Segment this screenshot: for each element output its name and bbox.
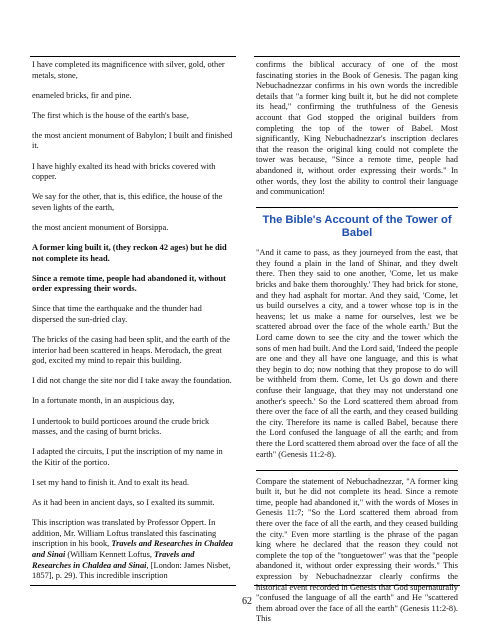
- paragraph: I did not change the site nor did I take away the foundation.: [32, 376, 232, 386]
- bold-paragraph: A former king built it, (they reckon 42 ages) but he did not complete its head.: [32, 243, 227, 263]
- paragraph: enameled bricks, fir and pine.: [32, 90, 132, 100]
- paragraph: the most ancient monument of Borsippa.: [32, 222, 169, 232]
- text-span: (William Kennett Loftus,: [65, 549, 155, 559]
- top-rule: [254, 56, 460, 57]
- paragraph: I adapted the circuits, I put the inscription of my name in the Kitir of the portico.: [32, 447, 223, 467]
- bottom-rule: [30, 585, 236, 586]
- left-column-content: [32, 60, 234, 591]
- section-rule: [256, 207, 458, 208]
- paragraph: The first which is the house of the earth's base,: [32, 110, 189, 120]
- paragraph: I have highly exalted its head with bricks covered with copper.: [32, 161, 216, 182]
- paragraph: Since that time the earthquake and the thunder had dispersed the sun-dried clay.: [32, 304, 202, 324]
- text-span: This inscription was translated by Professor Oppert. In addition, Mr. William Loftus translated this fascinating inscription in his book,: [32, 518, 217, 549]
- paragraph: I undertook to build porticoes around the crude brick masses, and the casing of burnt bricks.: [32, 416, 210, 437]
- left-column: [30, 56, 236, 586]
- paragraph: In a fortunate month, in an auspicious day,: [32, 396, 175, 406]
- text-span: , [London: James Nisbet, 1857], p. 29). This incredible inscription: [32, 560, 231, 581]
- section-heading: The Bible's Account of the Tower of Babel: [262, 214, 452, 240]
- section-rule: [256, 470, 458, 471]
- bottom-rule: [254, 585, 460, 586]
- right-column-content: [256, 60, 458, 634]
- paragraph: I have completed its magnificence with silver, gold, other metals, stone,: [32, 60, 225, 80]
- book-title: Travels and Researches in Chaldea and Sinai: [32, 549, 195, 570]
- paragraph: Compare the statement of Nebuchadnezzar, "A former king built it, but he did not complete its head. Since a remote time, people had abandoned it," with the words of Moses in Genesis 11:7; "So the Lord scattered them abroad from there over the face of all the earth, and they ceased building the city." Even more startling is the phrase of the pagan king where he declared that the reason they could not complete the top of the "tonguetower" was that the "people abandoned it, without order expressing their words." This expression by Nebuchadnezzar clearly confirms the historical event recorded in Genesis that God supernaturally "confused the language of all the earth" and He "scattered them abroad over the face of all the earth" (Genesis 11:2-8). This: [256, 476, 458, 624]
- paragraph: the most ancient monument of Babylon; I built and finished it.: [32, 130, 233, 151]
- paragraph: As it had been in ancient days, so I exalted its summit.: [32, 498, 215, 508]
- paragraph: We say for the other, that is, this edifice, the house of the seven lights of the earth,: [32, 192, 223, 212]
- book-title: Travels and Researches in Chaldea and Sinai: [32, 539, 233, 559]
- page-number: 62: [242, 596, 252, 607]
- top-rule: [30, 56, 236, 57]
- paragraph: I set my hand to finish it. And to exalt its head.: [32, 477, 190, 487]
- paragraph: "And it came to pass, as they journeyed from the east, that they found a plain in the land of Shinar, and they dwelt there. Then they said to one another, 'Come, let us make bricks and bake them thoroughly.' They had brick for stone, and they had asphalt for mortar. And they said, 'Come, let us build ourselves a city, and a tower whose top is in the heavens; let us make a name for ourselves, lest we be scattered abroad over the face of the whole earth.' But the Lord came down to see the city and the tower which the sons of men had built. And the Lord said, 'Indeed the people are one and they all have one language, and this is what they begin to do; now nothing that they propose to do will be withheld from them. Come, let Us go down and there confuse their language, that they may not understand one another's speech.' So the Lord scattered them abroad from there over the face of all the earth, and they ceased building the city. Therefore its name is called Babel, because there the Lord confused the language of all the earth; and from there the Lord scattered them abroad over the face of all the earth" (Genesis 11:2-8).: [256, 248, 458, 459]
- bold-paragraph: Since a remote time, people had abandoned it, without order expressing their words.: [32, 273, 226, 294]
- paragraph: confirms the biblical accuracy of one of the most fascinating stories in the Book of Genesis. The pagan king Nebuchadnezzar confirms in his own words the incredible details that "a former king built it, but he did not complete its head," confirming the truthfulness of the Genesis account that God stopped the original builders from completing the top of the tower of Babel. Most significantly, King Nebuchadnezzar's inscription declares that the reason the original king could not complete the tower was because, "Since a remote time, people had abandoned it, without order expressing their words." In other words, they lost the ability to control their language and communication!: [256, 60, 458, 197]
- right-column: [254, 56, 460, 624]
- paragraph: The bricks of the casing had been split, and the earth of the interior had been scattered in heaps. Merodach, the great god, excited my mind to repair this building.: [32, 335, 230, 366]
- paragraph: [32, 518, 234, 582]
